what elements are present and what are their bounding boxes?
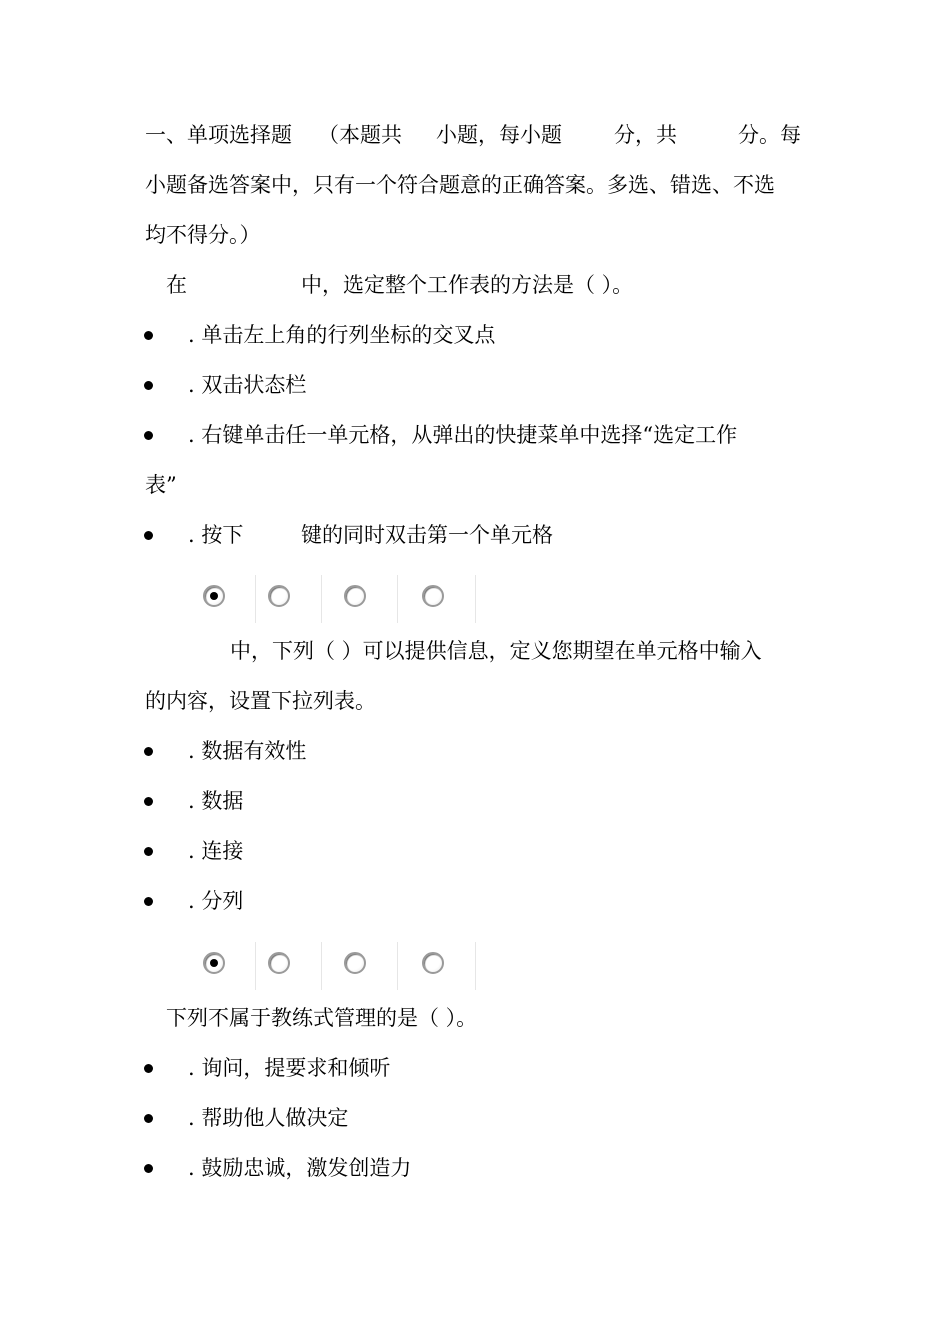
question-3-option-c: . 鼓励忠诚，激发创造力 <box>188 1156 412 1180</box>
section-title: 一、单项选择题 <box>145 123 292 147</box>
section-note-total-score: 分，共 <box>614 123 677 147</box>
question-1-option-c-wrap: 表” <box>145 473 177 497</box>
answer-radio-a[interactable] <box>203 952 225 974</box>
section-note-total-questions: （本题共 <box>318 123 402 147</box>
question-2-stem-line2: 的内容，设置下拉列表。 <box>145 689 376 713</box>
bullet-icon <box>144 1064 153 1073</box>
question-2-option-c: . 连接 <box>188 839 244 863</box>
answer-radio-a[interactable] <box>203 585 225 607</box>
answer-radio-b[interactable] <box>268 585 290 607</box>
question-3-option-b: . 帮助他人做决定 <box>188 1106 349 1130</box>
answer-radio-c[interactable] <box>344 952 366 974</box>
answer-radio-d[interactable] <box>422 952 444 974</box>
bullet-icon <box>144 1164 153 1173</box>
bullet-icon <box>144 897 153 906</box>
question-1-option-b: . 双击状态栏 <box>188 373 307 397</box>
question-1-option-d-tail: 键的同时双击第一个单元格 <box>301 523 553 547</box>
bullet-icon <box>144 431 153 440</box>
question-3-option-a: . 询问，提要求和倾听 <box>188 1056 391 1080</box>
answer-radio-c[interactable] <box>344 585 366 607</box>
bullet-icon <box>144 531 153 540</box>
question-1-option-c: . 右键单击任一单元格，从弹出的快捷菜单中选择“选定工作 <box>188 423 738 447</box>
answer-radio-d[interactable] <box>422 585 444 607</box>
question-2-answer-radios <box>193 942 476 990</box>
bullet-icon <box>144 1114 153 1123</box>
bullet-icon <box>144 847 153 856</box>
section-instructions-line3: 均不得分。） <box>145 223 261 247</box>
question-2-option-a: . 数据有效性 <box>188 739 307 763</box>
section-instructions-line2: 小题备选答案中，只有一个符合题意的正确答案。多选、错选、不选 <box>145 173 775 197</box>
section-note-tail: 分。每 <box>738 123 801 147</box>
section-note-per-question: 小题，每小题 <box>436 123 562 147</box>
bullet-icon <box>144 381 153 390</box>
answer-radio-b[interactable] <box>268 952 290 974</box>
question-1-option-a: . 单击左上角的行列坐标的交叉点 <box>188 323 496 347</box>
question-1-answer-radios <box>193 575 476 623</box>
question-1-option-d: . 按下 <box>188 523 244 547</box>
question-1-stem: 中，选定整个工作表的方法是（ ）。 <box>301 273 634 297</box>
bullet-icon <box>144 331 153 340</box>
question-2-stem-line1: 中，下列（ ）可以提供信息，定义您期望在单元格中输入 <box>230 639 762 663</box>
bullet-icon <box>144 747 153 756</box>
bullet-icon <box>144 797 153 806</box>
question-1-stem-prefix: 在 <box>166 273 187 297</box>
question-2-option-d: . 分列 <box>188 889 244 913</box>
question-3-stem: 下列不属于教练式管理的是（ ）。 <box>166 1006 478 1030</box>
question-2-option-b: . 数据 <box>188 789 244 813</box>
